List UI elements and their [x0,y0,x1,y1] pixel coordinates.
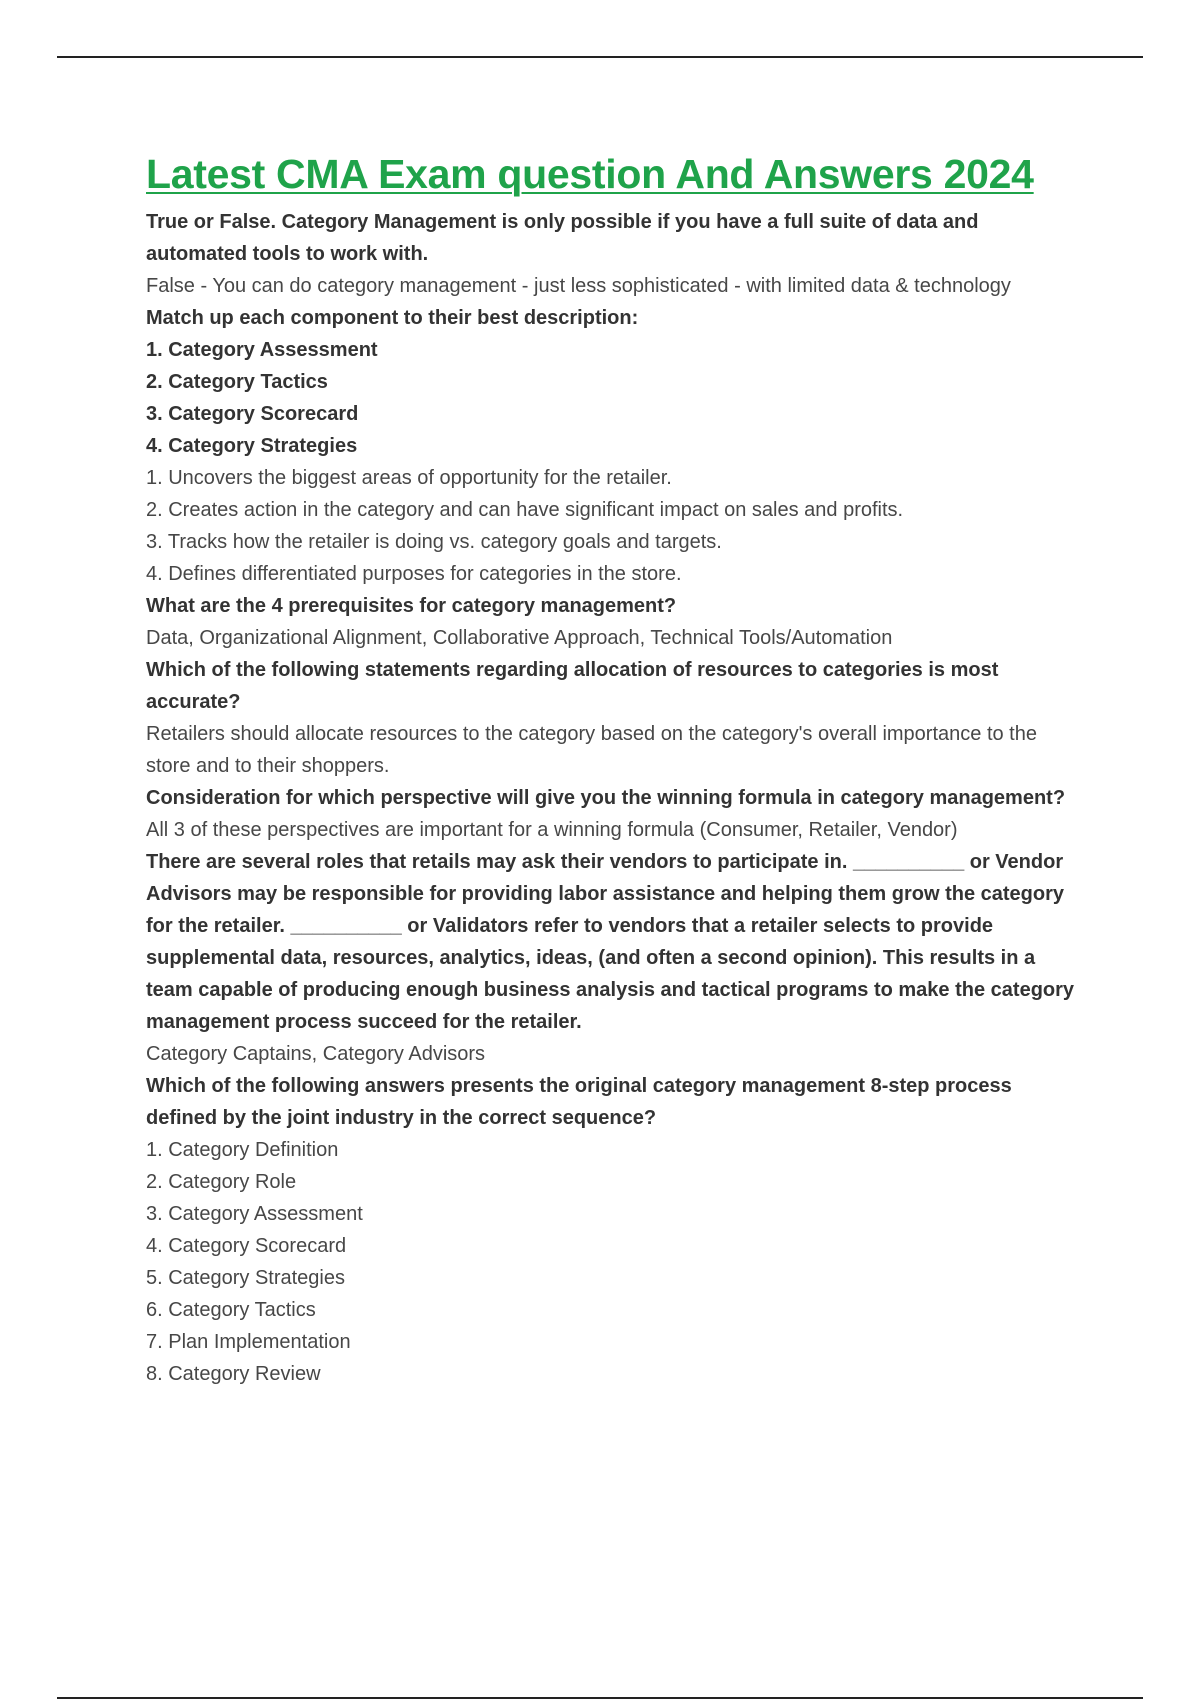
question-text: 1. Category Assessment [146,339,378,361]
answer-text: Data, Organizational Alignment, Collaborative Approach, Technical Tools/Automation [146,627,893,649]
footer-rule [57,1697,1143,1699]
question-text: 3. Category Scorecard [146,403,359,425]
answer-text: 1. Category Definition [146,1139,339,1161]
question-text: There are several roles that retails may ask their vendors to participate in. __________ or Vendor Advisors may be responsible for providing labor assistance and helping them grow the category for the retailer. __________ or Validators refer to vendors that a retailer selects to provide supplemental data, resources, analytics, ideas, (and often a second opinion). This results in a team capable of producing enough business analysis and tactical programs to make the category management process succeed for the retailer. [146,851,1075,1033]
answer-text: All 3 of these perspectives are important for a winning formula (Consumer, Retailer, Vendor) [146,819,958,841]
qa-list [146,206,1076,1390]
question-text: Consideration for which perspective will give you the winning formula in category management? [146,787,1066,809]
question-text: Which of the following statements regarding allocation of resources to categories is most accurate? [146,659,999,713]
document-title: Latest CMA Exam question And Answers 2024 [146,151,1034,197]
document-body [146,148,1076,1390]
answer-text: 5. Category Strategies [146,1267,345,1289]
answer-text: Retailers should allocate resources to the category based on the category's overall importance to the store and to their shoppers. [146,723,1037,777]
answer-text: 3. Category Assessment [146,1203,363,1225]
answer-text: 1. Uncovers the biggest areas of opportunity for the retailer. [146,467,672,489]
answer-text: 2. Category Role [146,1171,297,1193]
header-rule [57,56,1143,58]
question-text: Match up each component to their best description: [146,307,639,329]
question-text: 2. Category Tactics [146,371,328,393]
answer-text: 8. Category Review [146,1363,321,1385]
question-text: Which of the following answers presents the original category management 8-step process defined by the joint industry in the correct sequence? [146,1075,1012,1129]
answer-text: 4. Defines differentiated purposes for categories in the store. [146,563,682,585]
answer-text: False - You can do category management - just less sophisticated - with limited data & technology [146,275,1011,297]
answer-text: Category Captains, Category Advisors [146,1043,486,1065]
question-text: What are the 4 prerequisites for category management? [146,595,677,617]
answer-text: 7. Plan Implementation [146,1331,351,1353]
question-text: True or False. Category Management is only possible if you have a full suite of data and automated tools to work with. [146,211,979,265]
question-text: 4. Category Strategies [146,435,358,457]
answer-text: 6. Category Tactics [146,1299,316,1321]
answer-text: 3. Tracks how the retailer is doing vs. category goals and targets. [146,531,722,553]
answer-text: 2. Creates action in the category and can have significant impact on sales and profits. [146,499,904,521]
answer-text: 4. Category Scorecard [146,1235,347,1257]
